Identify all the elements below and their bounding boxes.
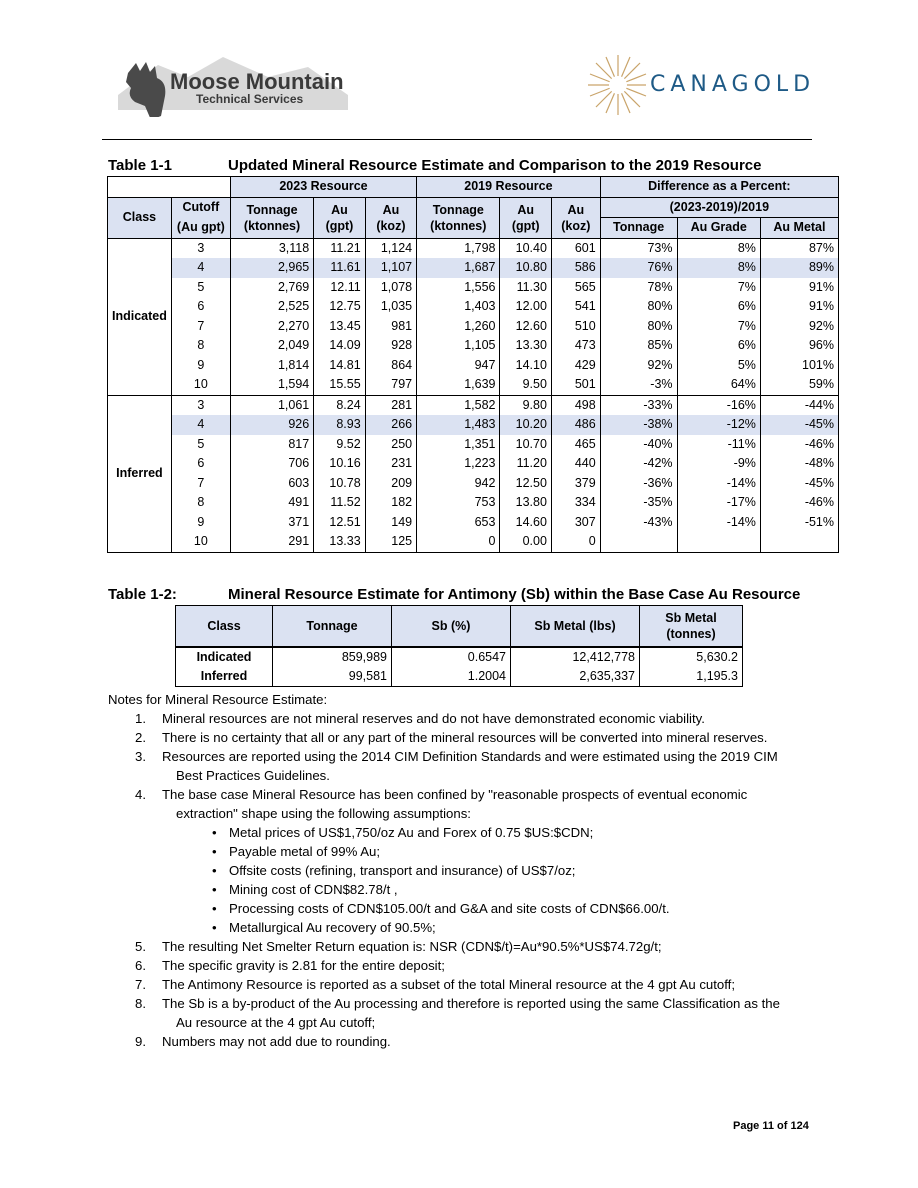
table-row (176, 647, 743, 667)
col-diff-au-metal: Au Metal (760, 218, 838, 239)
table-cell: 501 (551, 375, 600, 395)
table-cell: 8% (677, 258, 760, 278)
col-cutoff-unit: (Au gpt) (171, 218, 230, 239)
table-cell: 10 (171, 375, 230, 395)
table-cell: 8 (171, 336, 230, 356)
table-cell: 7 (171, 317, 230, 337)
note-item: 1. Mineral resources are not mineral reserves and do not have demonstrated economic viability. (135, 711, 705, 726)
table-cell: 926 (230, 415, 313, 435)
table-cell: 2,769 (230, 278, 313, 298)
table-cell: 11.20 (500, 454, 551, 474)
t2-cell: 1,195.3 (640, 667, 743, 687)
table1-number: Table 1-1 (108, 157, 172, 174)
table2-title: Mineral Resource Estimate for Antimony (Sb) within the Base Case Au Resource (228, 586, 801, 603)
table-cell: 1,403 (417, 297, 500, 317)
table-cell: 928 (365, 336, 416, 356)
table-cell: 89% (760, 258, 838, 278)
table-cell: 281 (365, 395, 416, 415)
table-cell: 5 (171, 435, 230, 455)
col-2023-tonnage: Tonnage (ktonnes) (230, 197, 313, 238)
table-row (108, 493, 839, 513)
table-cell: 440 (551, 454, 600, 474)
table-cell: 4 (171, 415, 230, 435)
table-cell: 15.55 (314, 375, 365, 395)
t2-cell: 99,581 (273, 667, 392, 687)
group-diff-header: Difference as a Percent: (600, 177, 838, 198)
t2-cell: 5,630.2 (640, 647, 743, 667)
note-item: 9. Numbers may not add due to rounding. (135, 1034, 391, 1049)
table-cell: 653 (417, 513, 500, 533)
table-cell: 10 (171, 532, 230, 552)
table-cell: 85% (600, 336, 677, 356)
table2-number: Table 1-2: (108, 586, 177, 603)
table1-caption (108, 157, 761, 174)
table-cell: 11.61 (314, 258, 365, 278)
table-cell: 10.78 (314, 474, 365, 494)
canagold-logo (588, 52, 818, 118)
table-cell: -43% (600, 513, 677, 533)
table-cell: 96% (760, 336, 838, 356)
table-cell: 13.45 (314, 317, 365, 337)
table-cell: 541 (551, 297, 600, 317)
table-cell: 1,124 (365, 238, 416, 258)
table-row (108, 336, 839, 356)
table-cell: 1,105 (417, 336, 500, 356)
table-cell: 510 (551, 317, 600, 337)
col-2019-au-koz: Au (koz) (551, 197, 600, 238)
table-cell: -14% (677, 474, 760, 494)
table-cell: 1,260 (417, 317, 500, 337)
table-cell: 603 (230, 474, 313, 494)
table-cell: 0 (417, 532, 500, 552)
table-cell: 3,118 (230, 238, 313, 258)
class-label: Indicated (108, 238, 172, 395)
table-cell: 87% (760, 238, 838, 258)
table-cell: 10.70 (500, 435, 551, 455)
table-cell: 7% (677, 278, 760, 298)
table-cell: 11.52 (314, 493, 365, 513)
table-cell: 706 (230, 454, 313, 474)
table-cell: -42% (600, 454, 677, 474)
assumption-list (108, 823, 816, 937)
table-cell: 10.80 (500, 258, 551, 278)
table-cell: 231 (365, 454, 416, 474)
col-2019-au-gpt: Au (gpt) (500, 197, 551, 238)
table-cell: -45% (760, 415, 838, 435)
table-cell: -51% (760, 513, 838, 533)
table-cell: 1,639 (417, 375, 500, 395)
table-row (108, 395, 839, 415)
note-item: 3. Resources are reported using the 2014 CIM Definition Standards and were estimated using the 2019 CIM Best Practices Guidelines. (135, 749, 778, 783)
header-rule (102, 139, 812, 140)
t2-cell: 2,635,337 (511, 667, 640, 687)
table-row (176, 667, 743, 687)
moose-mountain-logo (118, 55, 348, 117)
table-cell: 9.80 (500, 395, 551, 415)
page-number: Page 11 of 124 (733, 1120, 809, 1132)
table-cell: 78% (600, 278, 677, 298)
note-item: 8. The Sb is a by-product of the Au processing and therefore is reported using the same Classification as the Au resource at the 4 gpt Au cutoff; (135, 996, 780, 1030)
table-cell: 1,556 (417, 278, 500, 298)
t2-cell: 859,989 (273, 647, 392, 667)
table-cell: 64% (677, 375, 760, 395)
assumption-item: • Mining cost of CDN$82.78/t , (108, 880, 816, 899)
table-cell: 379 (551, 474, 600, 494)
table-cell: -40% (600, 435, 677, 455)
table-cell: -17% (677, 493, 760, 513)
table-cell: 13.80 (500, 493, 551, 513)
table-cell: 14.10 (500, 356, 551, 376)
table-cell: 1,798 (417, 238, 500, 258)
table-cell: 429 (551, 356, 600, 376)
table-cell: -14% (677, 513, 760, 533)
table-cell: -3% (600, 375, 677, 395)
t2-cell: 1.2004 (392, 667, 511, 687)
table-cell: 76% (600, 258, 677, 278)
table-cell: -35% (600, 493, 677, 513)
table-cell: 12.75 (314, 297, 365, 317)
table-cell: 80% (600, 297, 677, 317)
table2-caption (108, 586, 800, 603)
table-cell: 1,223 (417, 454, 500, 474)
t2-cell: Inferred (176, 667, 273, 687)
table-cell: 6 (171, 297, 230, 317)
table-cell: 817 (230, 435, 313, 455)
table-cell: 5% (677, 356, 760, 376)
table-cell: 12.50 (500, 474, 551, 494)
t2-col-class: Class (176, 606, 273, 648)
table-cell: -33% (600, 395, 677, 415)
table1-title: Updated Mineral Resource Estimate and Comparison to the 2019 Resource (228, 157, 762, 174)
notes-list (108, 709, 816, 1051)
table-cell: 1,687 (417, 258, 500, 278)
col-cutoff: Cutoff (171, 197, 230, 218)
table-cell: 1,594 (230, 375, 313, 395)
note-item: 6. The specific gravity is 2.81 for the entire deposit; (135, 958, 445, 973)
table-cell: 13.33 (314, 532, 365, 552)
table-cell: 101% (760, 356, 838, 376)
table-cell: 182 (365, 493, 416, 513)
table-cell: 797 (365, 375, 416, 395)
table-cell: 1,483 (417, 415, 500, 435)
table-cell: 14.81 (314, 356, 365, 376)
col-2019-tonnage: Tonnage (ktonnes) (417, 197, 500, 238)
table-row (108, 513, 839, 533)
table-cell: 8.93 (314, 415, 365, 435)
table-cell: 473 (551, 336, 600, 356)
table-cell: 601 (551, 238, 600, 258)
table-cell: 2,049 (230, 336, 313, 356)
col-class: Class (108, 197, 172, 238)
table-cell: 10.40 (500, 238, 551, 258)
table-row (108, 375, 839, 395)
table-cell: 209 (365, 474, 416, 494)
table-cell: 14.09 (314, 336, 365, 356)
table-cell: 753 (417, 493, 500, 513)
table-cell: 1,814 (230, 356, 313, 376)
resource-comparison-table (107, 176, 839, 553)
table-cell: 12.51 (314, 513, 365, 533)
table-cell: -9% (677, 454, 760, 474)
t2-cell: 12,412,778 (511, 647, 640, 667)
table-cell: 6 (171, 454, 230, 474)
note-item: 7. The Antimony Resource is reported as a subset of the total Mineral resource at the 4 gpt Au cutoff; (135, 977, 735, 992)
col-diff-au-grade: Au Grade (677, 218, 760, 239)
antimony-resource-table (175, 605, 743, 687)
table-cell: 0.00 (500, 532, 551, 552)
table-cell: 586 (551, 258, 600, 278)
table-cell: 91% (760, 278, 838, 298)
table-row (108, 415, 839, 435)
table-cell: -16% (677, 395, 760, 415)
note-item: 5. The resulting Net Smelter Return equation is: NSR (CDN$/t)=Au*90.5%*US$74.72g/t; (135, 939, 662, 954)
table-cell: 10.16 (314, 454, 365, 474)
table-cell: 864 (365, 356, 416, 376)
table-cell: 334 (551, 493, 600, 513)
table-cell (677, 532, 760, 552)
table-cell: 371 (230, 513, 313, 533)
table-cell: 4 (171, 258, 230, 278)
table-cell: 1,351 (417, 435, 500, 455)
notes-heading: Notes for Mineral Resource Estimate: (108, 692, 328, 707)
table-cell: 565 (551, 278, 600, 298)
table-cell: 5 (171, 278, 230, 298)
table-cell: -44% (760, 395, 838, 415)
table-row (108, 317, 839, 337)
table-cell: 3 (171, 395, 230, 415)
table-cell: 3 (171, 238, 230, 258)
table-cell: 9.50 (500, 375, 551, 395)
table-cell: 1,035 (365, 297, 416, 317)
col-diff-tonnage: Tonnage (600, 218, 677, 239)
table-cell: -12% (677, 415, 760, 435)
group-2023-header: 2023 Resource (230, 177, 416, 198)
table-cell: 2,270 (230, 317, 313, 337)
table-cell: 14.60 (500, 513, 551, 533)
table-cell: 1,078 (365, 278, 416, 298)
table-cell: 7% (677, 317, 760, 337)
assumption-item: • Metallurgical Au recovery of 90.5%; (108, 918, 816, 937)
table-row (108, 258, 839, 278)
table-row (108, 454, 839, 474)
col-2023-au-gpt: Au (gpt) (314, 197, 365, 238)
notes-section (108, 690, 816, 1051)
sunburst-icon (588, 52, 648, 118)
table-cell: 1,107 (365, 258, 416, 278)
table-cell: 9 (171, 356, 230, 376)
logo-left-line1: Moose Mountain (170, 69, 344, 94)
table-row (108, 238, 839, 258)
col-2023-au-koz: Au (koz) (365, 197, 416, 238)
table-row (108, 435, 839, 455)
table-row (108, 297, 839, 317)
table-cell: 947 (417, 356, 500, 376)
table-cell: 6% (677, 336, 760, 356)
table-cell: 92% (760, 317, 838, 337)
table-cell: 149 (365, 513, 416, 533)
table-cell: -36% (600, 474, 677, 494)
table-cell: -46% (760, 435, 838, 455)
table-cell: 8.24 (314, 395, 365, 415)
table-cell: 486 (551, 415, 600, 435)
table-cell: 498 (551, 395, 600, 415)
table-cell: 11.21 (314, 238, 365, 258)
table-cell: -48% (760, 454, 838, 474)
table-cell: 9 (171, 513, 230, 533)
table-cell: 6% (677, 297, 760, 317)
table-cell: -11% (677, 435, 760, 455)
table-cell: 12.60 (500, 317, 551, 337)
table-cell: -46% (760, 493, 838, 513)
table-row (108, 474, 839, 494)
t2-col-tonnage: Tonnage (273, 606, 392, 648)
table-cell: 942 (417, 474, 500, 494)
table-cell: 9.52 (314, 435, 365, 455)
table-cell: -38% (600, 415, 677, 435)
table-cell: 8 (171, 493, 230, 513)
note-item: 2. There is no certainty that all or any part of the mineral resources will be converted into mineral reserves. (135, 730, 768, 745)
assumption-item: • Offsite costs (refining, transport and insurance) of US$7/oz; (108, 861, 816, 880)
table-cell: 307 (551, 513, 600, 533)
table-cell: 491 (230, 493, 313, 513)
table-cell: 2,965 (230, 258, 313, 278)
t2-col-sb-pct: Sb (%) (392, 606, 511, 648)
table-cell: 13.30 (500, 336, 551, 356)
table-cell: 465 (551, 435, 600, 455)
table-cell (760, 532, 838, 552)
table-cell: 1,061 (230, 395, 313, 415)
table-row (108, 532, 839, 552)
table-cell: 91% (760, 297, 838, 317)
t2-col-sb-lbs: Sb Metal (lbs) (511, 606, 640, 648)
table-cell: 92% (600, 356, 677, 376)
t2-col-sb-tonnes: Sb Metal (tonnes) (640, 606, 743, 648)
assumption-item: • Processing costs of CDN$105.00/t and G&A and site costs of CDN$66.00/t. (108, 899, 816, 918)
table-cell: 2,525 (230, 297, 313, 317)
table-cell: 59% (760, 375, 838, 395)
table-cell: 250 (365, 435, 416, 455)
table-cell: 0 (551, 532, 600, 552)
note-item: 4. The base case Mineral Resource has been confined by "reasonable prospects of eventual economic extraction" shape using the following assumptions: • Metal prices of US$1,750/oz Au and Forex of 0.75 $US:$CDN; • Payable metal of 99% Au; • Offsite costs (refining, transport and insurance) of US$7/oz; • Mining cost of CDN$82.78/t , • Processing costs of CDN$105.00/t and G&A and site costs of CDN$66.00/t. • Metallurgical Au recovery of 90.5%; (108, 785, 816, 937)
table-cell: 266 (365, 415, 416, 435)
assumption-item: • Payable metal of 99% Au; (108, 842, 816, 861)
table-row (108, 356, 839, 376)
table-cell: 80% (600, 317, 677, 337)
logo-left-line2: Technical Services (196, 92, 304, 106)
table-cell: 291 (230, 532, 313, 552)
table-cell: 11.30 (500, 278, 551, 298)
table-cell: 8% (677, 238, 760, 258)
t2-cell: 0.6547 (392, 647, 511, 667)
table-cell: 12.00 (500, 297, 551, 317)
group-2019-header: 2019 Resource (417, 177, 601, 198)
group-diff-subheader: (2023-2019)/2019 (600, 197, 838, 218)
table-cell: 12.11 (314, 278, 365, 298)
table-cell: 1,582 (417, 395, 500, 415)
table-row (108, 278, 839, 298)
table-cell: 73% (600, 238, 677, 258)
table-cell: 125 (365, 532, 416, 552)
assumption-item: • Metal prices of US$1,750/oz Au and Forex of 0.75 $US:$CDN; (108, 823, 816, 842)
t2-cell: Indicated (176, 647, 273, 667)
table-cell (600, 532, 677, 552)
table-cell: 981 (365, 317, 416, 337)
table-cell: 10.20 (500, 415, 551, 435)
class-label: Inferred (108, 395, 172, 552)
canagold-wordmark: CANAGOLD (650, 72, 816, 97)
table-cell: 7 (171, 474, 230, 494)
table-cell: -45% (760, 474, 838, 494)
